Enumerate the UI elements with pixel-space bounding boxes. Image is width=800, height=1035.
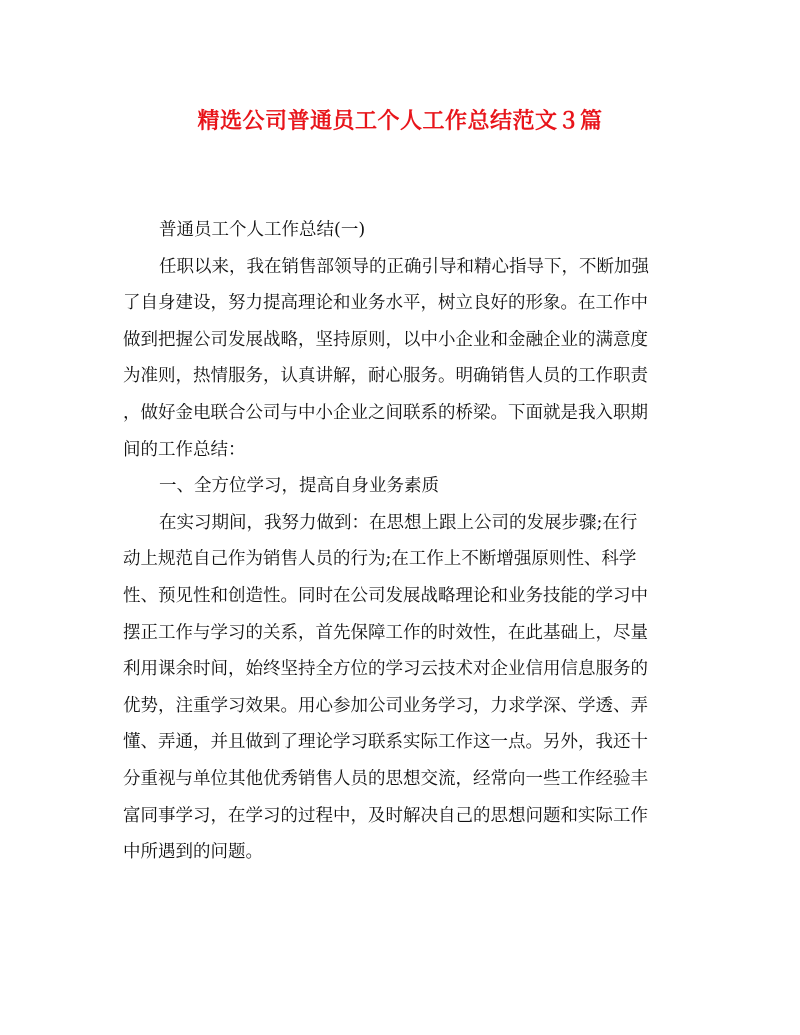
paragraph-line: 优势，注重学习效果。用心参加公司业务学习，力求学深、学透、弄 <box>123 695 648 716</box>
paragraph-line: 分重视与单位其他优秀销售人员的思想交流，经常向一些工作经验丰 <box>123 768 648 789</box>
section-subtitle: 普通员工个人工作总结(一) <box>159 220 366 240</box>
paragraph-line: 懂、弄通，并且做到了理论学习联系实际工作这一点。另外，我还十 <box>123 732 648 753</box>
paragraph-line: 中所遇到的问题。 <box>123 842 263 863</box>
paragraph-line: 利用课余时间，始终坚持全方位的学习云技术对企业信用信息服务的 <box>123 659 648 680</box>
paragraph-line: 做到把握公司发展战略，坚持原则，以中小企业和金融企业的满意度 <box>123 329 648 350</box>
paragraph-line: 任职以来，我在销售部领导的正确引导和精心指导下，不断加强 <box>159 256 649 277</box>
paragraph-line: 了自身建设，努力提高理论和业务水平，树立良好的形象。在工作中 <box>123 293 648 314</box>
paragraph-line: 间的工作总结： <box>123 439 246 460</box>
paragraph-line: 性、预见性和创造性。同时在公司发展战略理论和业务技能的学习中 <box>123 585 648 606</box>
paragraph-line: 摆正工作与学习的关系，首先保障工作的时效性，在此基础上，尽量 <box>123 622 648 643</box>
paragraph-line: 富同事学习，在学习的过程中，及时解决自己的思想问题和实际工作 <box>123 805 648 826</box>
section-heading: 一、全方位学习，提高自身业务素质 <box>159 476 439 497</box>
paragraph-line: ，做好金电联合公司与中小企业之间联系的桥梁。下面就是我入职期 <box>123 402 648 423</box>
paragraph-line: 动上规范自己作为销售人员的行为;在工作上不断增强原则性、科学 <box>123 549 637 570</box>
document-body <box>123 212 677 871</box>
document-title: 精选公司普通员工个人工作总结范文３篇 <box>197 108 603 134</box>
paragraph-line: 在实习期间，我努力做到：在思想上跟上公司的发展步骤;在行 <box>159 512 638 533</box>
paragraph-line: 为准则，热情服务，认真讲解，耐心服务。明确销售人员的工作职责 <box>123 366 648 387</box>
